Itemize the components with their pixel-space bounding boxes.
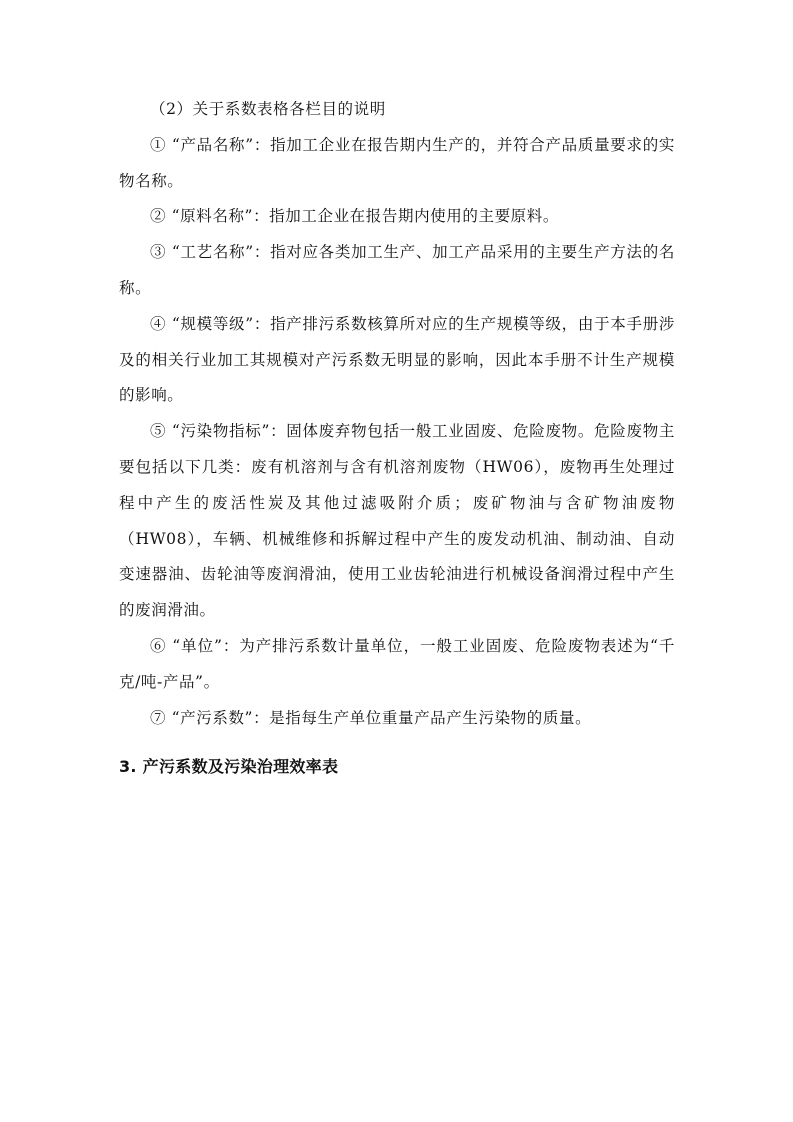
document-body [119,92,675,782]
section-heading: 3. 产污系数及污染治理效率表 [119,757,339,777]
section-subtitle: （2）关于系数表格各栏目的说明 [150,100,386,118]
item-process-name: ③ “工艺名称”：指对应各类加工生产、加工产品采用的主要生产方法的名称。 [119,243,675,297]
item-pollutant-indicator: ⑤ “污染物指标”：固体废弃物包括一般工业固废、危险废物。危险废物主要包括以下几类：废有机溶剂与含有机溶剂废物（HW06），废物再生处理过程中产生的废活性炭及其他过滤吸附介质；废矿物油与含矿物油废物（HW08），车辆、机械维修和拆解过程中产生的废发动机油、制动油、自动变速器油、齿轮油等废润滑油，使用工业齿轮油进行机械设备润滑过程中产生的废润滑油。 [119,422,675,620]
item-unit: ⑥ “单位”：为产排污系数计量单位，一般工业固废、危险废物表述为“千克/吨-产品”。 [119,636,675,691]
item-pollution-coefficient: ⑦ “产污系数”：是指每生产单位重量产品产生污染物的质量。 [150,708,592,727]
item-raw-material-name: ② “原料名称”：指加工企业在报告期内使用的主要原料。 [150,207,559,226]
item-scale-level: ④ “规模等级”：指产排污系数核算所对应的生产规模等级，由于本手册涉及的相关行业加工其规模对产污系数无明显的影响，因此本手册不计生产规模的影响。 [119,314,675,405]
item-product-name: ① “产品名称”：指加工企业在报告期内生产的，并符合产品质量要求的实物名称。 [119,135,675,190]
